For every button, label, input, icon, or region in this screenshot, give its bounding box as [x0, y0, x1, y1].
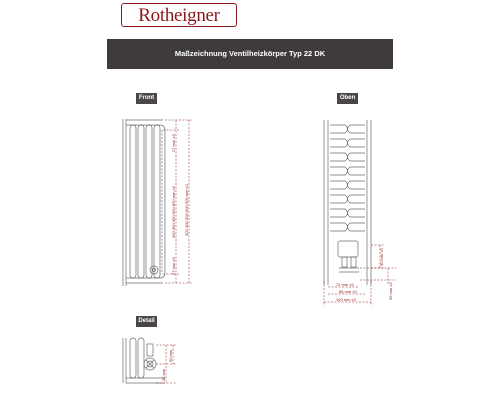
front-heights-inner-label: 250·350·450·550·850 mm ±2 — [171, 185, 176, 238]
page-title: Maßzeichnung Ventilheizkörper Typ 22 DK — [174, 49, 326, 58]
top-d2-label: 88 mm ±2 — [339, 289, 357, 294]
top-connection-label: 30 mm ±3 — [379, 248, 384, 266]
front-top-gap-label: 27 mm ±3 — [171, 134, 176, 152]
detail-view-drawing — [123, 338, 165, 383]
front-heights-label: 300·400·500·600·900 mm ±2 — [184, 183, 189, 236]
front-view-label: Front — [136, 93, 157, 104]
detail-b-label: 35 mm — [161, 368, 166, 381]
top-view-dimensions — [324, 245, 396, 306]
top-view-label: Oben — [337, 93, 358, 104]
logo-text: Rotheigner — [138, 5, 220, 26]
detail-view-dimensions — [156, 345, 176, 383]
top-view-drawing — [324, 120, 371, 285]
front-bottom-gap-label: 27 mm ±3 — [171, 257, 176, 275]
front-view-drawing — [123, 119, 165, 286]
top-d1-label: 72 mm ±2 — [336, 282, 354, 287]
top-offset-label: 55 mm ±2 — [388, 282, 393, 300]
detail-a-label: 50 mm — [168, 349, 173, 362]
top-depth-label: 100 mm ±2 — [336, 297, 356, 302]
detail-view-label: Detail — [136, 316, 157, 327]
